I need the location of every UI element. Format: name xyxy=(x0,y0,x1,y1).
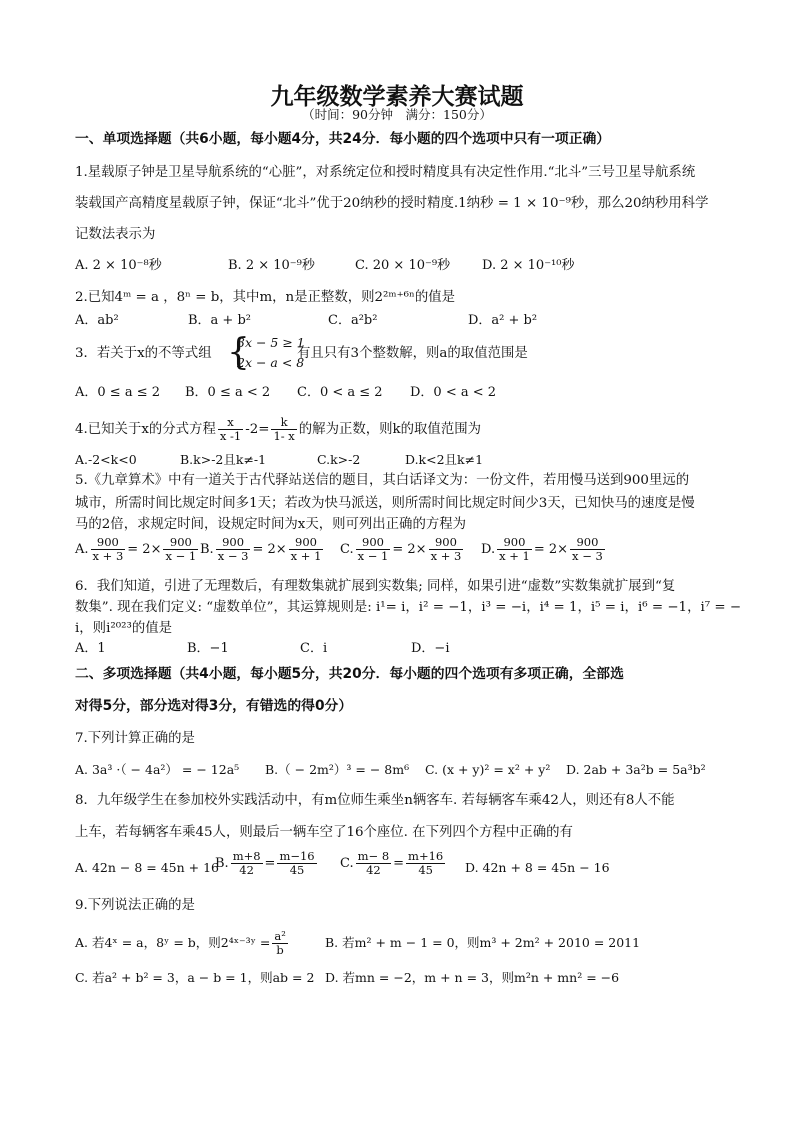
q5-option-a[interactable] xyxy=(75,536,200,563)
q4-fraction-1-denominator: x -1 xyxy=(219,429,242,443)
q1-option-d[interactable]: D. 2 × 10⁻¹⁰秒 xyxy=(482,258,575,273)
q6-option-d[interactable]: D．−i xyxy=(411,641,450,656)
q1-options xyxy=(75,256,754,278)
q5-option-d-label: D. xyxy=(481,542,496,557)
q3-inequality-2: 2x − a < 8 xyxy=(237,355,305,370)
q3-option-b[interactable]: B．0 ≤ a < 2 xyxy=(185,385,271,400)
q1-option-a[interactable]: A. 2 × 10⁻⁸秒 xyxy=(75,258,162,273)
q3-option-d[interactable]: D．0 < a < 2 xyxy=(410,385,497,400)
q7-option-c[interactable]: C. (x + y)² = x² + y² xyxy=(425,762,551,777)
q8-options xyxy=(75,850,754,886)
q5-d-numerator-1: 900 xyxy=(497,536,532,550)
q8-line1: 8．九年级学生在参加校外实践活动中，有m位师生乘坐n辆客车. 若每辆客车乘42人，则还有8人不能 xyxy=(75,793,675,808)
section2-header-line2: 对得5分，部分选对得3分，有错选的得0分） xyxy=(75,698,353,714)
q1-option-c[interactable]: C. 20 × 10⁻⁹秒 xyxy=(355,258,451,273)
q5-line3: 马的2倍，求规定时间，设规定时间为x天，则可列出正确的方程为 xyxy=(75,517,467,532)
q5-c-numerator-1: 900 xyxy=(356,536,391,550)
q6-option-a[interactable]: A．1 xyxy=(75,641,106,656)
q5-line2: 城市，所需时间比规定时间多1天；若改为快马派送，则所需时间比规定时间少3天，已知快马的速度是慢 xyxy=(75,496,695,511)
q5-b-fraction-1 xyxy=(216,536,251,563)
q2-stem: 2.已知4ᵐ = a ，8ⁿ = b，其中m，n是正整数，则2²ᵐ⁺⁶ⁿ的值是 xyxy=(75,290,455,305)
q8-c-fraction-1 xyxy=(356,850,392,877)
q9-stem: 9.下列说法正确的是 xyxy=(75,898,195,913)
q2-option-b[interactable]: B．a + b² xyxy=(188,313,251,328)
q5-d-equals: = 2× xyxy=(533,542,569,557)
q7-option-b[interactable]: B.（ − 2m²）³ = − 8m⁶ xyxy=(265,762,410,777)
q8-b-numerator-2: m−16 xyxy=(279,849,315,863)
q5-b-denominator-1: x − 3 xyxy=(217,549,249,563)
q5-option-b[interactable] xyxy=(200,536,325,563)
q1-option-b[interactable]: B. 2 × 10⁻⁹秒 xyxy=(228,258,315,273)
q8-c-numerator-2: m+16 xyxy=(408,849,444,863)
q5-a-denominator-2: x − 1 xyxy=(165,549,197,563)
q8-line2: 上车，若每辆客车乘45人，则最后一辆车空了16个座位. 在下列四个方程中正确的有 xyxy=(75,825,573,840)
q5-c-equals: = 2× xyxy=(392,542,427,557)
q5-option-c[interactable] xyxy=(340,536,465,563)
q7-option-a[interactable]: A. 3a³ ·（ − 4a²） = − 12a⁵ xyxy=(75,762,240,777)
q4-fraction-1 xyxy=(218,416,243,443)
q1-line3: 记数法表示为 xyxy=(75,227,156,242)
q5-option-a-label: A. xyxy=(75,542,89,557)
q5-c-fraction-2 xyxy=(429,536,464,563)
q2-option-d[interactable]: D．a² + b² xyxy=(468,313,538,328)
q5-d-denominator-1: x + 1 xyxy=(499,549,530,563)
q8-c-numerator-1: m− 8 xyxy=(357,849,390,863)
exam-title: 九年级数学素养大赛试题 xyxy=(270,84,524,110)
q8-c-denominator-2: 45 xyxy=(418,863,433,877)
q7-stem: 7.下列计算正确的是 xyxy=(75,731,195,746)
q8-option-d[interactable]: D. 42n + 8 = 45n − 16 xyxy=(465,860,610,875)
q5-b-numerator-2: 900 xyxy=(289,536,324,550)
q3-options xyxy=(75,383,754,405)
q2-option-a[interactable]: A．ab² xyxy=(75,313,119,328)
q8-option-c-label: C. xyxy=(340,856,354,871)
q8-c-equals: = xyxy=(393,856,405,871)
q8-b-equals: = xyxy=(264,856,276,871)
q8-option-b[interactable] xyxy=(215,850,319,877)
q9-a-fraction xyxy=(272,930,287,957)
q5-line1: 5.《九章算术》中有一道关于古代驿站送信的题目，其白话译文为：一份文件，若用慢马送到900里远的 xyxy=(75,473,690,488)
q3-stem-post: 有且只有3个整数解，则a的取值范围是 xyxy=(297,346,528,361)
q3-inequality-1: 3x − 5 ≥ 1 xyxy=(237,335,305,350)
exam-subtitle: （时间：90分钟 满分：150分） xyxy=(302,107,492,122)
q6-line2: 数集”. 现在我们定义: “虚数单位”，其运算规则是: i¹= i，i² = −1，i³ = −i，i⁴ = 1，i⁵ = i，i⁶ = −1，i⁷ = − xyxy=(75,600,742,615)
q2-options xyxy=(75,311,754,333)
q8-option-c[interactable] xyxy=(340,850,447,877)
q8-b-denominator-2: 45 xyxy=(289,863,305,877)
q5-b-numerator-1: 900 xyxy=(216,536,251,550)
q5-option-c-label: C. xyxy=(340,542,354,557)
q8-b-fraction-2 xyxy=(277,850,316,877)
q5-b-equals: = 2× xyxy=(252,542,287,557)
q9-options-row2 xyxy=(75,968,754,990)
q4-stem-post: 的解为正数，则k的取值范围为 xyxy=(298,422,481,437)
q5-option-b-label: B. xyxy=(200,542,214,557)
q9-options-row1 xyxy=(75,930,754,956)
q5-a-fraction-1 xyxy=(91,536,126,563)
q5-c-denominator-1: x − 1 xyxy=(357,549,389,563)
q3-option-c[interactable]: C．0 < a ≤ 2 xyxy=(297,385,383,400)
q6-option-b[interactable]: B．−1 xyxy=(187,641,229,656)
q4-options xyxy=(75,450,754,472)
q3-inequality-system xyxy=(227,332,305,373)
q5-a-equals: = 2× xyxy=(127,542,162,557)
q2-option-c[interactable]: C．a²b² xyxy=(328,313,378,328)
q4-option-b[interactable]: B.k>-2且k≠-1 xyxy=(180,452,267,467)
q6-line3: i，则i²⁰²³的值是 xyxy=(75,621,172,636)
q5-c-fraction-1 xyxy=(356,536,391,563)
q4-option-d[interactable]: D.k<2且k≠1 xyxy=(405,452,484,467)
q9-option-a[interactable] xyxy=(75,930,290,957)
q9-option-d[interactable]: D. 若mn = −2，m + n = 3，则m²n + mn² = −6 xyxy=(325,970,620,985)
q8-b-denominator-1: 42 xyxy=(239,863,254,877)
q5-a-numerator-1: 900 xyxy=(91,536,126,550)
q7-options xyxy=(75,760,754,782)
q6-option-c[interactable]: C．i xyxy=(300,641,328,656)
q8-c-denominator-1: 42 xyxy=(366,863,381,877)
brace-icon: { xyxy=(227,332,250,373)
q4-option-a[interactable]: A.-2<k<0 xyxy=(75,452,137,467)
q4-stem-pre: 4.已知关于x的分式方程 xyxy=(75,422,216,437)
q4-stem xyxy=(75,416,734,443)
q9-a-numerator: a² xyxy=(274,929,286,943)
q5-b-denominator-2: x + 1 xyxy=(290,549,322,563)
q9-option-c[interactable]: C. 若a² + b² = 3，a − b = 1，则ab = 2 xyxy=(75,970,315,985)
q5-a-fraction-2 xyxy=(163,536,198,563)
q1-line1: 1.星载原子钟是卫星导航系统的“心脏”，对系统定位和授时精度具有决定性作用.“北斗”三号卫星导航系统 xyxy=(75,165,696,180)
q5-d-numerator-2: 900 xyxy=(570,536,605,550)
q5-option-d[interactable] xyxy=(481,536,607,563)
q4-fraction-2 xyxy=(271,416,296,443)
q9-a-denominator: b xyxy=(276,943,284,957)
q4-fraction-2-numerator: k xyxy=(271,416,296,430)
section1-header: 一、单项选择题（共6小题，每小题4分，共24分．每小题的四个选项中只有一项正确） xyxy=(75,131,611,147)
q6-line1: 6．我们知道，引进了无理数后，有理数集就扩展到实数集; 同样，如果引进“虚数”实数集就扩展到“复 xyxy=(75,579,676,594)
q6-options xyxy=(75,639,754,661)
q9-option-b[interactable]: B. 若m² + m − 1 = 0，则m³ + 2m² + 2010 = 2011 xyxy=(325,935,641,950)
q4-fraction-2-denominator: 1- x xyxy=(273,429,295,443)
q5-options xyxy=(75,536,754,570)
q5-a-denominator-1: x + 3 xyxy=(92,549,124,563)
q8-b-numerator-1: m+8 xyxy=(232,849,261,863)
q5-d-fraction-2 xyxy=(570,536,605,563)
q8-c-fraction-2 xyxy=(406,850,445,877)
q7-option-d[interactable]: D. 2ab + 3a²b = 5a³b² xyxy=(566,762,706,777)
q5-c-numerator-2: 900 xyxy=(429,536,464,550)
q5-a-numerator-2: 900 xyxy=(163,536,198,550)
q5-d-denominator-2: x − 3 xyxy=(572,549,603,563)
q5-d-fraction-1 xyxy=(497,536,532,563)
section2-header-line1: 二、多项选择题（共4小题，每小题5分，共20分．每小题的四个选项有多项正确，全部选 xyxy=(75,666,624,682)
q3-stem-pre: 3．若关于x的不等式组 xyxy=(75,346,212,361)
q4-option-c[interactable]: C.k>-2 xyxy=(317,452,361,467)
q1-line2: 装载国产高精度星载原子钟，保证“北斗”优于20纳秒的授时精度.1纳秒 = 1 × 10⁻⁹秒，那么20纳秒用科学 xyxy=(75,196,709,211)
q8-b-fraction-1 xyxy=(231,850,263,877)
q8-option-b-label: B. xyxy=(215,856,229,871)
q5-b-fraction-2 xyxy=(289,536,324,563)
q9-option-a-text: A. 若4ˣ = a，8ʸ = b，则2⁴ˣ⁻³ʸ = xyxy=(75,935,271,950)
q5-c-denominator-2: x + 3 xyxy=(430,549,462,563)
q4-fraction-1-numerator: x xyxy=(218,416,243,430)
q8-option-a[interactable]: A. 42n − 8 = 45n + 16 xyxy=(75,860,220,875)
q4-stem-mid: -2= xyxy=(245,422,270,437)
q3-option-a[interactable]: A．0 ≤ a ≤ 2 xyxy=(75,385,160,400)
